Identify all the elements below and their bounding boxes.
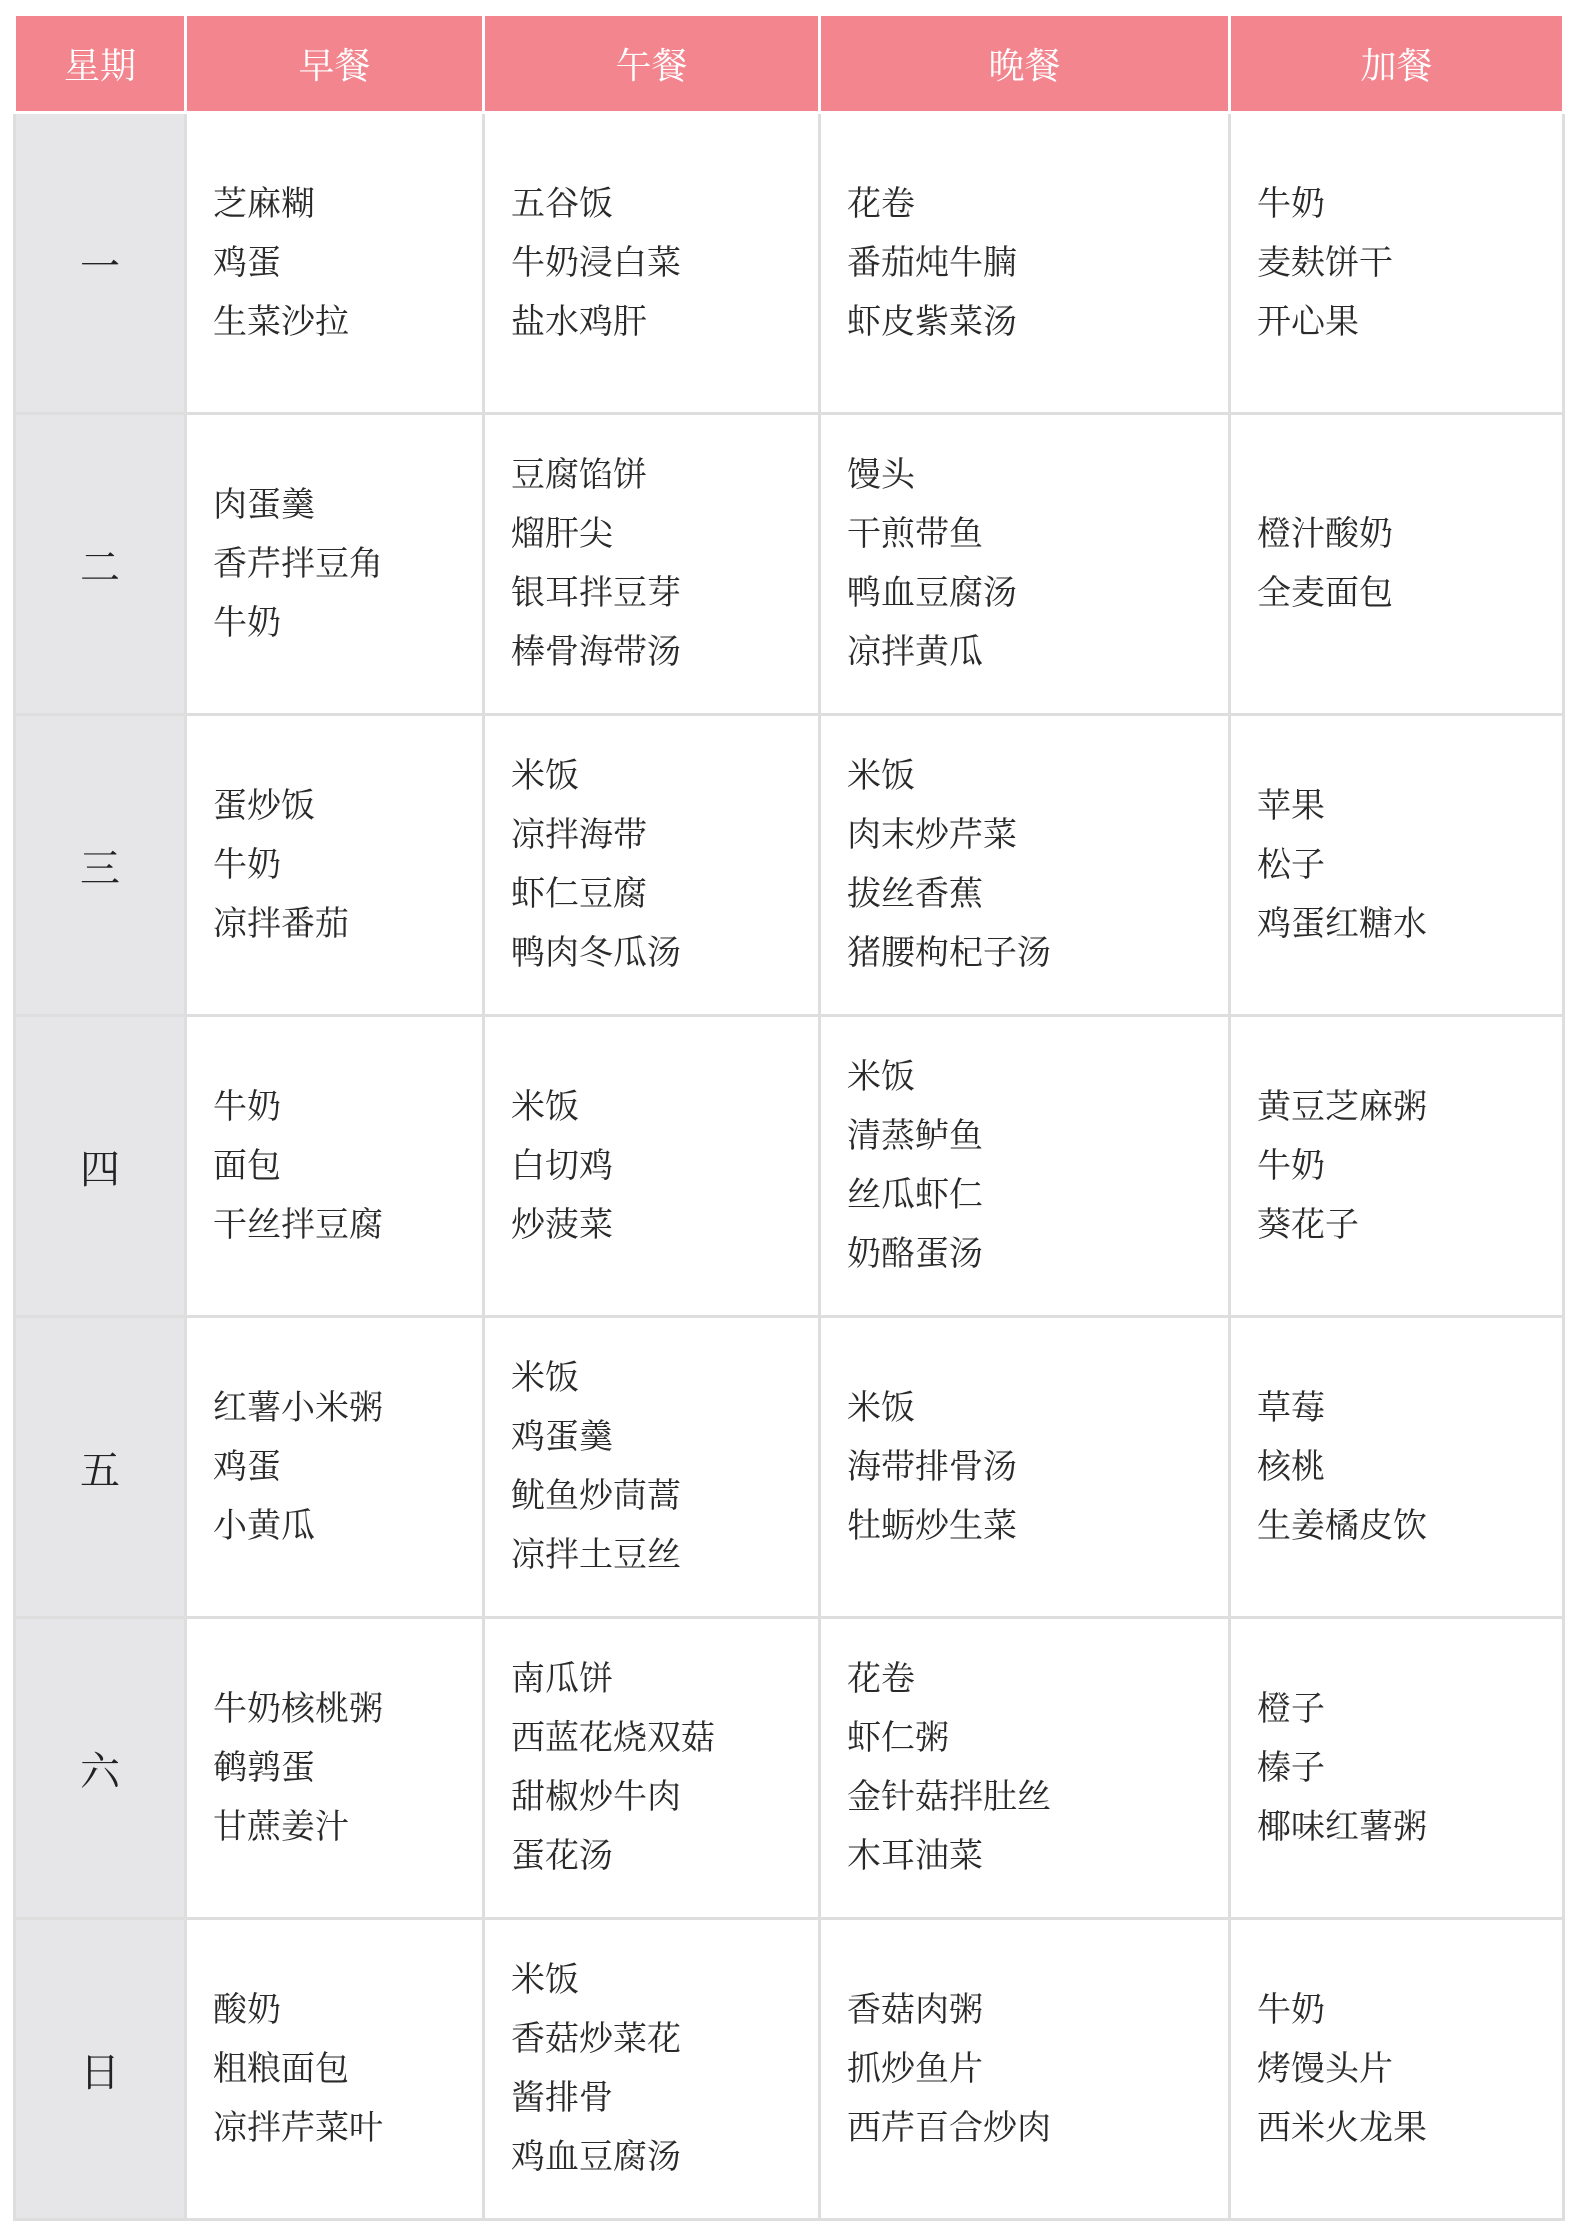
dish-item: 烤馒头片 [1257,2048,1393,2089]
table-row [15,1016,1564,1317]
table-body [15,113,1564,2220]
dish-item: 馒头 [847,455,915,495]
lunch-cell [484,1919,820,2220]
dish-item: 五谷饭 [511,183,613,224]
dish-item: 草莓 [1257,1387,1325,1428]
dish-item: 鸡血豆腐汤 [511,2137,681,2177]
dinner-cell [820,113,1230,414]
dinner-cell [820,1618,1230,1919]
dish-item: 蛋炒饭 [213,785,315,826]
day-cell: 五 [15,1317,186,1618]
dish-item: 凉拌芹菜叶 [213,2107,383,2148]
dish-item: 米饭 [847,1387,915,1428]
dish-item: 牡蛎炒生菜 [847,1505,1017,1546]
dish-item: 松子 [1257,844,1325,885]
lunch-cell [484,414,820,715]
dish-item: 凉拌番茄 [213,903,349,944]
dish-item: 鱿鱼炒茼蒿 [511,1476,681,1516]
dish-item: 虾皮紫菜汤 [847,301,1017,342]
dish-item: 米饭 [511,1960,579,2000]
dish-item: 鸡蛋 [213,1446,281,1487]
dish-item: 椰味红薯粥 [1257,1806,1427,1847]
dish-item: 核桃 [1257,1446,1325,1487]
header-snack: 加餐 [1230,15,1564,113]
dinner-cell [820,414,1230,715]
dish-item: 花卷 [847,1659,915,1699]
dish-item: 鸡蛋羹 [511,1417,613,1457]
dinner-cell [820,715,1230,1016]
table-row [15,113,1564,414]
dish-item: 麦麸饼干 [1257,242,1393,283]
dish-item: 牛奶浸白菜 [511,242,681,283]
dish-item: 黄豆芝麻粥 [1257,1086,1427,1127]
dish-item: 米饭 [511,1358,579,1398]
dish-item: 虾仁豆腐 [511,874,647,914]
day-cell: 四 [15,1016,186,1317]
dish-item: 面包 [213,1145,281,1186]
dish-item: 西芹百合炒肉 [847,2107,1051,2148]
dish-item: 鸡蛋红糖水 [1257,903,1427,944]
day-cell: 日 [15,1919,186,2220]
dish-item: 鹌鹑蛋 [213,1747,315,1788]
dish-item: 猪腰枸杞子汤 [847,933,1051,973]
dish-item: 鸭肉冬瓜汤 [511,933,681,973]
dish-item: 香菇炒菜花 [511,2019,681,2059]
dish-item: 生菜沙拉 [213,301,349,342]
lunch-cell [484,113,820,414]
lunch-cell [484,1317,820,1618]
dish-item: 香菇肉粥 [847,1989,983,2030]
snack-cell [1230,1317,1564,1618]
dish-item: 橙子 [1257,1688,1325,1729]
breakfast-cell [186,1016,484,1317]
dish-item: 金针菇拌肚丝 [847,1777,1051,1817]
dish-item: 牛奶 [213,1086,281,1127]
snack-cell [1230,1919,1564,2220]
dish-item: 银耳拌豆芽 [511,573,681,613]
dish-item: 鸡蛋 [213,242,281,283]
breakfast-cell [186,414,484,715]
dish-item: 牛奶 [1257,1145,1325,1186]
table-row [15,1317,1564,1618]
dish-item: 榛子 [1257,1747,1325,1788]
table-row [15,715,1564,1016]
snack-cell [1230,1016,1564,1317]
breakfast-cell [186,715,484,1016]
dish-item: 牛奶 [1257,1989,1325,2030]
dish-item: 全麦面包 [1257,573,1393,613]
dish-item: 清蒸鲈鱼 [847,1116,983,1156]
dish-item: 虾仁粥 [847,1718,949,1758]
dish-item: 棒骨海带汤 [511,632,681,672]
dish-item: 木耳油菜 [847,1836,983,1876]
dish-item: 红薯小米粥 [213,1387,383,1428]
dish-item: 牛奶 [213,844,281,885]
dish-item: 白切鸡 [511,1145,613,1186]
dish-item: 盐水鸡肝 [511,301,647,342]
dish-item: 牛奶 [1257,183,1325,224]
dish-item: 奶酪蛋汤 [847,1234,983,1274]
day-cell: 一 [15,113,186,414]
dish-item: 牛奶核桃粥 [213,1688,383,1729]
snack-cell [1230,1618,1564,1919]
dish-item: 鸭血豆腐汤 [847,573,1017,613]
dish-item: 蛋花汤 [511,1836,613,1876]
header-row [15,15,1564,113]
dish-item: 肉末炒芹菜 [847,815,1017,855]
header-dinner: 晚餐 [820,15,1230,113]
breakfast-cell [186,1618,484,1919]
dish-item: 牛奶 [213,602,281,643]
dish-item: 小黄瓜 [213,1505,315,1546]
dish-item: 芝麻糊 [213,183,315,224]
snack-cell [1230,113,1564,414]
dish-item: 拔丝香蕉 [847,874,983,914]
dish-item: 花卷 [847,183,915,224]
dish-item: 抓炒鱼片 [847,2048,983,2089]
dish-item: 酱排骨 [511,2078,613,2118]
dish-item: 米饭 [511,756,579,796]
dinner-cell [820,1317,1230,1618]
dish-item: 开心果 [1257,301,1359,342]
breakfast-cell [186,1317,484,1618]
snack-cell [1230,414,1564,715]
dish-item: 豆腐馅饼 [511,455,647,495]
dish-item: 葵花子 [1257,1204,1359,1245]
lunch-cell [484,1016,820,1317]
dish-item: 香芹拌豆角 [213,543,383,584]
dish-item: 粗粮面包 [213,2048,349,2089]
table-row [15,414,1564,715]
dish-item: 酸奶 [213,1989,281,2030]
dinner-cell [820,1919,1230,2220]
table-row [15,1919,1564,2220]
lunch-cell [484,715,820,1016]
dish-item: 甜椒炒牛肉 [511,1777,681,1817]
day-cell: 三 [15,715,186,1016]
breakfast-cell [186,113,484,414]
dish-item: 米饭 [847,1057,915,1097]
dish-item: 凉拌土豆丝 [511,1535,681,1575]
weekly-meal-table [13,13,1565,2221]
dish-item: 西米火龙果 [1257,2107,1427,2148]
dish-item: 生姜橘皮饮 [1257,1505,1427,1546]
dish-item: 番茄炖牛腩 [847,242,1017,283]
header-lunch: 午餐 [484,15,820,113]
snack-cell [1230,715,1564,1016]
dish-item: 丝瓜虾仁 [847,1175,983,1215]
dish-item: 干丝拌豆腐 [213,1204,383,1245]
dish-item: 米饭 [847,756,915,796]
breakfast-cell [186,1919,484,2220]
lunch-cell [484,1618,820,1919]
dish-item: 苹果 [1257,785,1325,826]
header-day: 星期 [15,15,186,113]
dish-item: 米饭 [511,1086,579,1127]
dish-item: 凉拌黄瓜 [847,632,983,672]
dish-item: 橙汁酸奶 [1257,514,1393,554]
table-row [15,1618,1564,1919]
dish-item: 甘蔗姜汁 [213,1806,349,1847]
dish-item: 南瓜饼 [511,1659,613,1699]
dish-item: 干煎带鱼 [847,514,983,554]
day-cell: 二 [15,414,186,715]
dish-item: 熘肝尖 [511,514,613,554]
day-cell: 六 [15,1618,186,1919]
dish-item: 凉拌海带 [511,815,647,855]
header-breakfast: 早餐 [186,15,484,113]
dish-item: 海带排骨汤 [847,1446,1017,1487]
dinner-cell [820,1016,1230,1317]
dish-item: 炒菠菜 [511,1204,613,1245]
dish-item: 西蓝花烧双菇 [511,1718,715,1758]
dish-item: 肉蛋羹 [213,484,315,525]
